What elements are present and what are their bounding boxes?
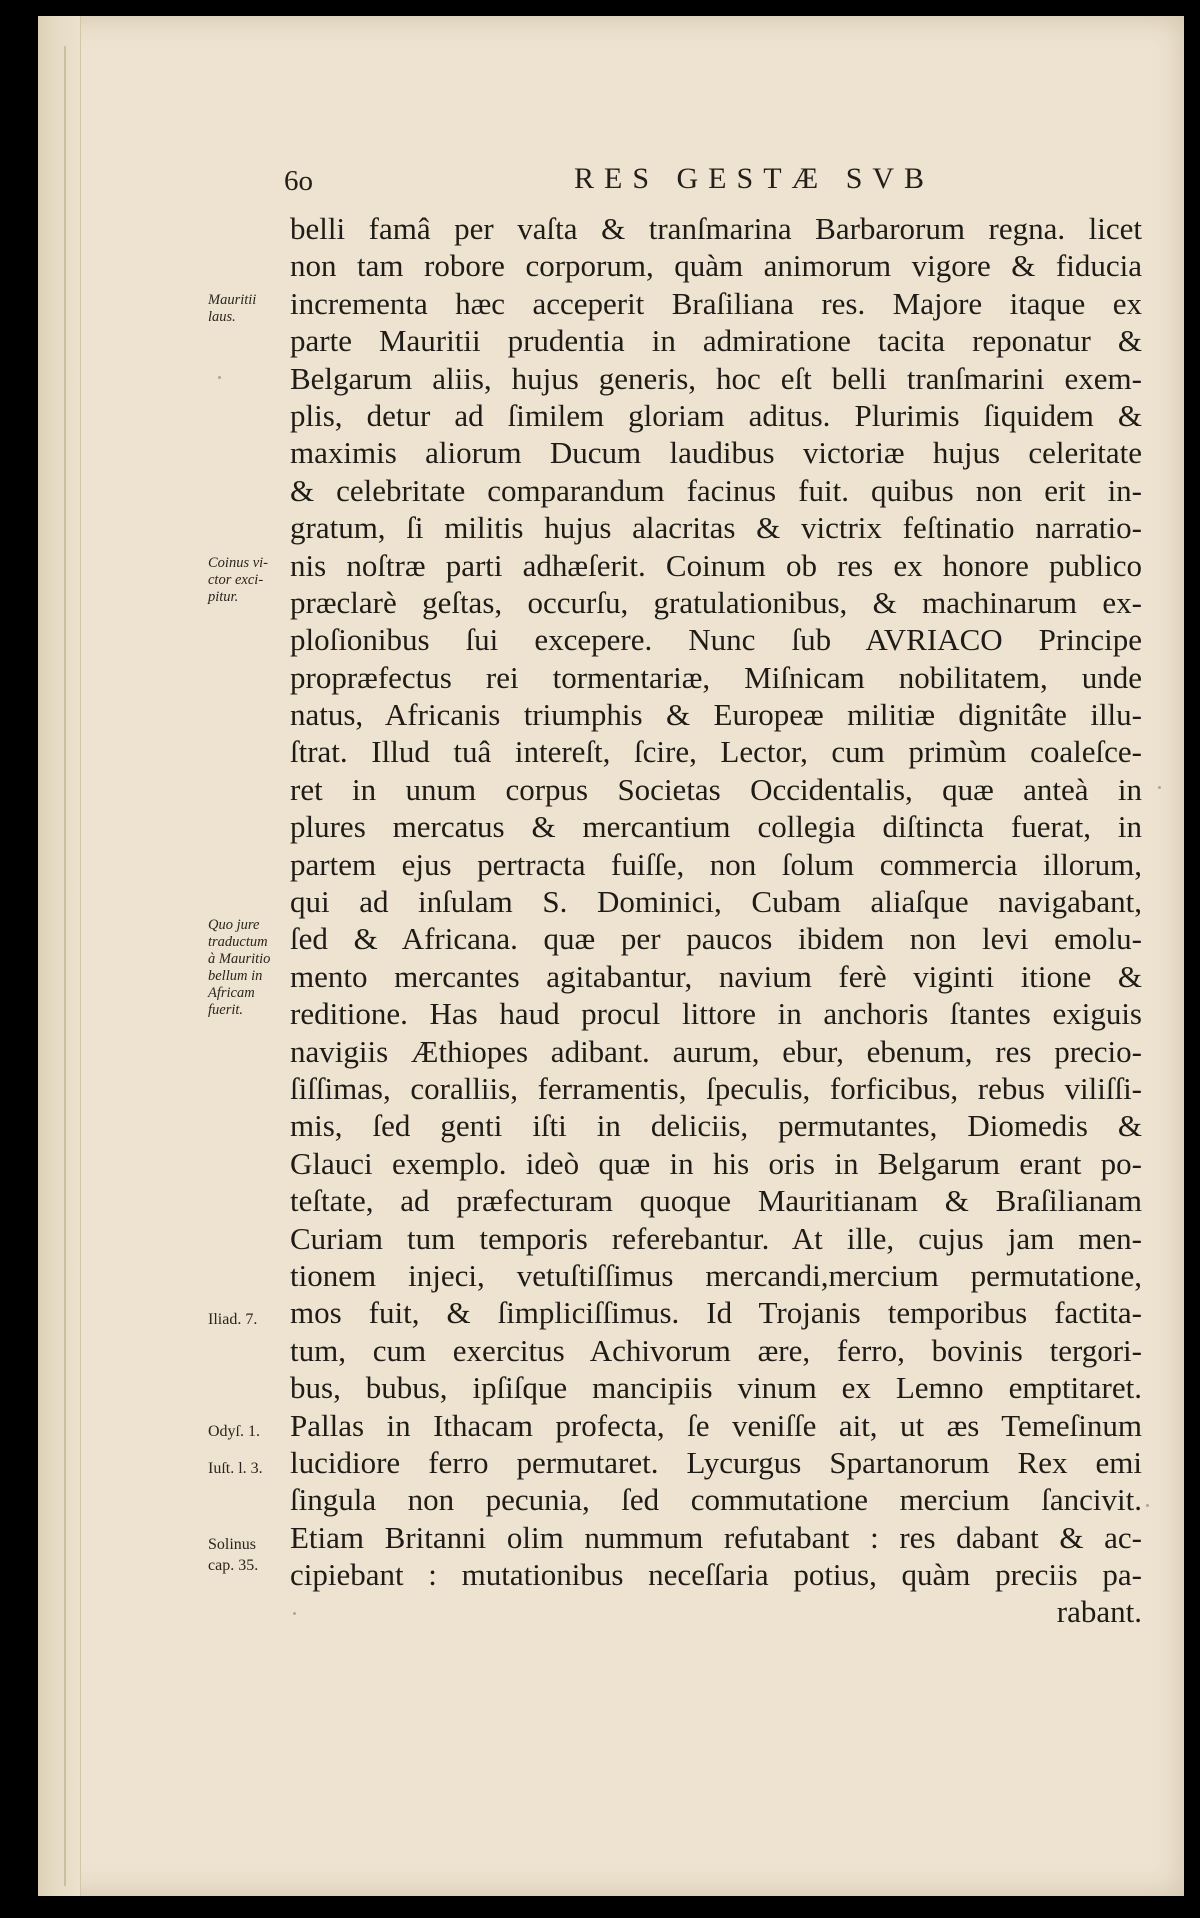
text-line: teſtate, ad præfecturam quoque Mauritianam & Braſilianam — [290, 1183, 1142, 1219]
text-line: ſingula non pecunia, ſed commutatione mercium ſancivit. — [290, 1482, 1142, 1518]
page-number: 6o — [284, 165, 313, 197]
text-line: plures mercatus & mercantium collegia diſtincta fuerat, in — [290, 809, 1142, 845]
margin-note-line: ctor exci- — [208, 572, 264, 588]
text-line: cipiebant : mutationibus neceſſaria potius, quàm preciis pa- — [290, 1557, 1142, 1593]
text-line: partem ejus pertracta fuiſſe, non ſolum commercia illorum, — [290, 846, 1142, 882]
paper-speck — [218, 376, 221, 379]
text-line: Belgarum aliis, hujus generis, hoc eſt belli tranſmarini exem- — [290, 360, 1142, 396]
text-line: ſed & Africana. quæ per paucos ibidem non levi emolu- — [290, 921, 1142, 957]
text-line: Curiam tum temporis referebantur. At ille, cujus jam men- — [290, 1220, 1142, 1256]
margin-note-mauritii-laus — [208, 292, 284, 326]
paper-speck — [293, 1612, 296, 1615]
text-line: mis, ſed genti iſti in deliciis, permutantes, Diomedis & — [290, 1108, 1142, 1144]
margin-note-quo-jure — [208, 917, 284, 1019]
margin-note-line: traductum — [208, 934, 268, 950]
text-line: non tam robore corporum, quàm animorum vigore & fiducia — [290, 248, 1142, 284]
margin-note-line: Quo jure — [208, 917, 260, 933]
margin-note-iliad — [208, 1309, 284, 1330]
text-line: belli famâ per vaſta & tranſmarina Barbarorum regna. licet — [290, 211, 1142, 246]
text-line: præclarè geſtas, occurſu, gratulationibus, & machinarum ex- — [290, 584, 1142, 620]
margin-note-line: Iliad. 7. — [208, 1311, 258, 1328]
text-line: Etiam Britanni olim nummum refutabant : res dabant & ac- — [290, 1519, 1142, 1555]
paper-speck — [1146, 1504, 1149, 1507]
book-page — [38, 16, 1184, 1896]
text-line: parte Mauritii prudentia in admiratione tacita reponatur & — [290, 323, 1142, 359]
text-line: qui ad inſulam S. Dominici, Cubam aliaſque navigabant, — [290, 884, 1142, 920]
margin-note-line: pitur. — [208, 589, 239, 605]
margin-note-line: cap. 35. — [208, 1557, 259, 1574]
margin-note-solinus — [208, 1534, 284, 1576]
margin-note-iustinus — [208, 1458, 284, 1479]
paper-speck — [1158, 786, 1161, 789]
text-line: incrementa hæc acceperit Braſiliana res. Majore itaque ex — [290, 285, 1142, 321]
text-line: bus, bubus, ipſiſque mancipiis vinum ex Lemno emptitaret. — [290, 1370, 1142, 1406]
text-line: ſiſſimas, coralliis, ferramentis, ſpeculis, forficibus, rebus viliſſi- — [290, 1070, 1142, 1106]
text-line: natus, Africanis triumphis & Europeæ militiæ dignitâte illu- — [290, 697, 1142, 733]
margin-note-line: Mauritii — [208, 292, 257, 308]
text-line: navigiis Æthiopes adibant. aurum, ebur, ebenum, res precio- — [290, 1033, 1142, 1069]
margin-note-line: Odyſ. 1. — [208, 1423, 260, 1440]
text-line: gratum, ſi militis hujus alacritas & victrix feſtinatio narratio- — [290, 510, 1142, 546]
text-line: & celebritate comparandum facinus fuit. quibus non erit in- — [290, 472, 1142, 508]
margin-note-line: Solinus — [208, 1536, 257, 1553]
page-gutter — [38, 16, 81, 1896]
page-edge-line — [64, 46, 66, 1886]
text-line: mento mercantes agitabantur, navium ferè viginti itione & — [290, 958, 1142, 994]
margin-note-coinus — [208, 555, 284, 606]
margin-note-line: laus. — [208, 309, 236, 325]
text-line: propræfectus rei tormentariæ, Miſnicam nobilitatem, unde — [290, 659, 1142, 695]
text-line: maximis aliorum Ducum laudibus victoriæ hujus celeritate — [290, 435, 1142, 471]
text-line: nis noſtræ parti adhæſerit. Coinum ob res ex honore publico — [290, 547, 1142, 583]
text-line: ret in unum corpus Societas Occidentalis, quæ anteà in — [290, 771, 1142, 807]
margin-note-line: Coinus vi- — [208, 555, 269, 571]
text-line: plis, detur ad ſimilem gloriam aditus. Plurimis ſiquidem & — [290, 397, 1142, 433]
text-line: reditione. Has haud procul littore in anchoris ſtantes exiguis — [290, 996, 1142, 1032]
running-head: RES GESTÆ SVB — [574, 162, 935, 195]
text-line: rabant. — [1056, 1594, 1142, 1630]
text-line: mos fuit, & ſimpliciſſimus. Id Trojanis temporibus factita- — [290, 1295, 1142, 1331]
body-text — [290, 210, 1142, 1631]
text-line: tum, cum exercitus Achivorum ære, ferro, bovinis tergori- — [290, 1332, 1142, 1368]
margin-note-odyssey — [208, 1421, 284, 1442]
text-line: ploſionibus ſui excepere. Nunc ſub AVRIACO Principe — [290, 622, 1142, 658]
margin-note-line: bellum in — [208, 968, 263, 984]
margin-note-line: à Mauritio — [208, 951, 271, 967]
margin-note-line: Africam — [208, 985, 255, 1001]
text-line: Pallas in Ithacam profecta, ſe veniſſe ait, ut æs Temeſinum — [290, 1407, 1142, 1443]
text-line: lucidiore ferro permutaret. Lycurgus Spartanorum Rex emi — [290, 1444, 1142, 1480]
text-line: tionem injeci, vetuſtiſſimus mercandi,mercium permutatione, — [290, 1257, 1142, 1293]
page-header — [284, 162, 938, 202]
margin-note-line: fuerit. — [208, 1002, 244, 1018]
margin-note-line: Iuſt. l. 3. — [208, 1460, 263, 1477]
text-line: Glauci exemplo. ideò quæ in his oris in Belgarum erant po- — [290, 1145, 1142, 1181]
text-line: ſtrat. Illud tuâ intereſt, ſcire, Lector, cum primùm coaleſce- — [290, 734, 1142, 770]
